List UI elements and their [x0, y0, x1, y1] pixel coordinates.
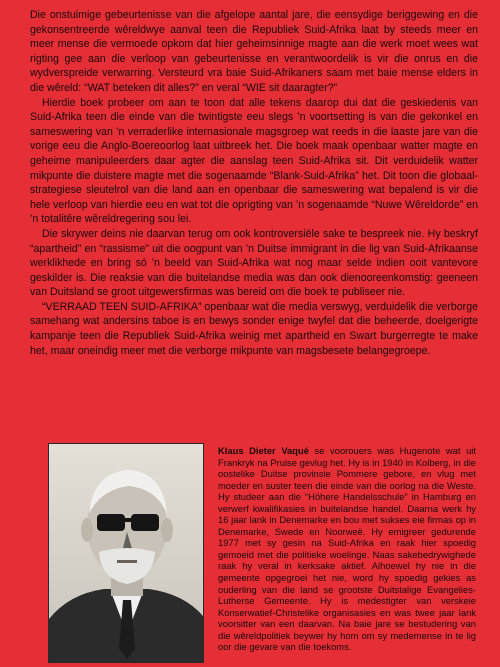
- author-portrait-image: [49, 444, 203, 662]
- author-bio: [218, 445, 476, 653]
- blurb-paragraph-4: “VERRAAD TEEN SUID-AFRIKA” openbaar wat die media verswyg, verduidelik die verborge samehang wat andersins taboe is en bewys sonder enige twyfel dat die beheerde, doelgerigte kampanje teen die Republiek Suid-Afrika weinig met apartheid en Swart burgerregte te make het, maar oneindig meer met die verborge mikpunte van magsbesete belangegroepe.: [30, 300, 478, 357]
- author-photo: [48, 443, 204, 663]
- blurb-paragraph-2: Hierdie boek probeer om aan te toon dat alle tekens daarop dui dat die geskiedenis van Suid-Afrika teen die einde van die twintigste eeu slegs ’n voortsetting is van die gekonkel en sameswering van ’n verraderlike internasionale magsgroep wat reeds in die laaste jare van die vorige eeu die Anglo-Boereoorlog laat uitbreek het. Die boek maak openbaar watter magte en geheime manipuleerders daar agter die aanslag teen Suid-Afrika sit. Dit verduidelik watter mikpunte die duistere magte met die sogenaamde “Blank-Suid-Afrika” het. Dit toon die globaal-strategiese sleutelrol van die land aan en openbaar die sameswering wat bepalend is vir die hele verloop van hierdie eeu en wat tot die oprigting van ’n sogenaamde “Nuwe Wêreldorde” en ’n totalitêre wêreldregering sou lei.: [30, 96, 478, 226]
- author-bio-text: se voorouers was Hugenote wat uit Frankryk na Pruise gevlug het. Hy is in 1940 in Kolberg, in die oostelike Duitse provinsie Pommere gebore, en vlug met moeder en suster teen die einde van die oorlog na die Weste. Hy studeer aan die “Höhere Handelsschule” in Hamburg en verwerf kwalifikasies in buitelandse handel. Daarna werk hy 16 jaar lank in Denemarke en bou met sukses eie firmas op in Denemarke, Swede en Noorweë. Hy emigreer gedurende 1977 met sy gesin na Suid-Afrika en raak hier spoedig gemoeid met die politieke woelinge. Naas sakebedrywighede raak hy veral in kerksake aktief. Alhoewel hy nie in die gemeente opgegroei het nie, word hy spoedig gekies as ouderling van die land se grootste Duitstalige Evangelies-Lutherse Gemeente. Hy is medestigter van verskeie Konserwatief-Christelike organisasies en was twee jaar lank voorsitter van een daarvan. Na baie jare se bestudering van die wêreldpolitiek beywer hy hom om sy medemense in te lig oor die gevare van die toekoms.: [218, 445, 476, 653]
- author-name: Klaus Dieter Vaqué: [218, 445, 309, 456]
- blurb-paragraph-1: Die onstuimige gebeurtenisse van die afgelope aantal jare, die eensydige beriggewing en die gekonsentreerde wêreldwye aanval teen die Republiek Suid-Afrika laat by steeds meer en meer mense die vermoede opkom dat hier geheimsinnige magte aan die werk moet wees wat rigting gee aan die verloop van gebeurtenisse en verantwoordelik is vir die onrus en die wydverspreide verwarring. Versteurd vra baie Suid-Afrikaners saam met baie mense elders in die wêreld: “WAT beteken dit alles?” en veral “WIE sit daaragter?”: [30, 9, 478, 94]
- blurb-paragraph-3: Die skrywer deins nie daarvan terug om ook kontroversiële sake te bespreek nie. Hy beskryf “apartheid” en “rassisme” uit die oogpunt van ’n Duitse immigrant in die lig van Suid-Afrikaanse werklikhede en bring só ’n beeld van Suid-Afrika wat nog maar selde indien ooit vantevore geskilder is. Die reaksie van die buitelandse media was dan ook dienooreenkomstig: geeneen van Duitsland se groot uitgewersfirmas was bereid om die boek te publiseer nie.: [30, 227, 478, 299]
- blurb-text: [30, 8, 478, 358]
